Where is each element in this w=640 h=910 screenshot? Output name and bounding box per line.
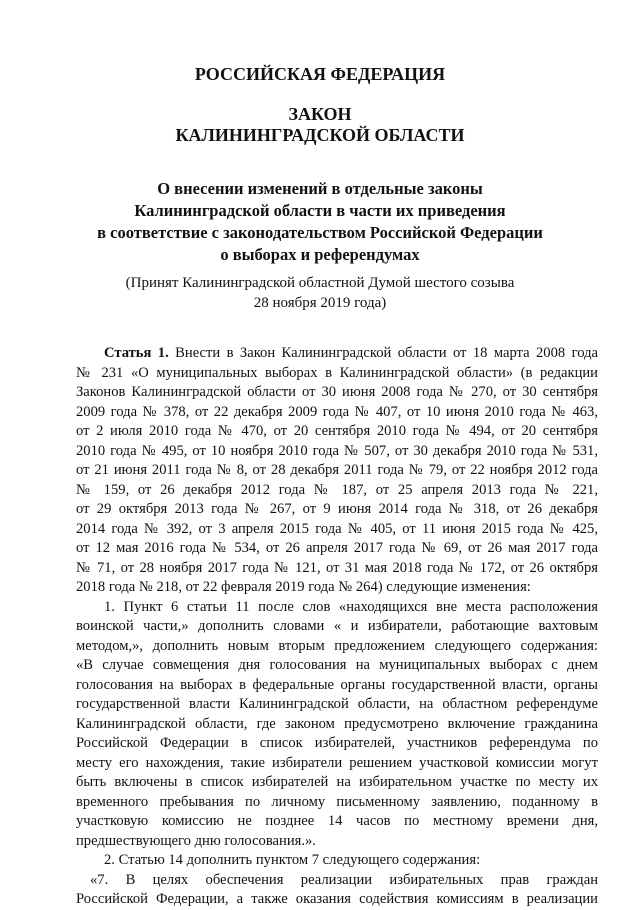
article-1	[76, 344, 598, 598]
article-1-closing-line: 2018 года № 218, от 22 февраля 2019 года № 264) следующие изменения:	[76, 579, 531, 595]
adoption-note-line: (Принят Калининградской областной Думой шестого созыва	[125, 275, 515, 291]
article-1-line: от 29 октября 2013 года № 267, от 9 июня 2014 года № 318, от 26 декабря	[76, 501, 598, 517]
item-1-line: голосования на выборах в федеральные органы государственной власти, органы	[76, 676, 598, 693]
item-2	[76, 851, 598, 871]
article-1-line: 2010 года № 495, от 10 ноября 2010 года № 507, от 30 декабря 2010 года № 531,	[76, 442, 598, 459]
item-1	[76, 598, 598, 852]
item-1-line: участковую комиссию не позднее 14 часов по местному времени дня,	[76, 813, 598, 829]
law-title-line: Калининградской области в части их приведения	[134, 201, 506, 220]
article-1-line: от 21 июня 2011 года № 8, от 28 декабря 2011 года № 79, от 22 ноября 2012 года	[76, 462, 598, 478]
item-2-quote-line: Российской Федерации, а также оказания содействия комиссиям в реализации	[76, 891, 598, 907]
item-1-line: государственной власти Калининградской области, на областном референдуме	[76, 696, 598, 712]
region-heading: КАЛИНИНГРАДСКОЙ ОБЛАСТИ	[175, 125, 465, 145]
article-1-label: Статья 1.	[104, 345, 169, 361]
item-2-quote-first-line: «7. В целях обеспечения реализации избирательных прав граждан	[90, 871, 598, 888]
article-1-first-line-text: Внести в Закон Калининградской области от 18 марта 2008 года	[168, 345, 598, 361]
adoption-note	[0, 273, 640, 313]
adoption-note-line: 28 ноября 2019 года)	[253, 295, 387, 311]
law-title-line: О внесении изменений в отдельные законы	[157, 179, 483, 198]
item-1-line: быть включены в список избирателей на избирательном участке по месту их	[76, 774, 598, 790]
law-title-line: о выборах и референдумах	[220, 245, 420, 264]
article-1-line: от 12 мая 2016 года № 534, от 26 апреля 2017 года № 69, от 26 мая 2017 года	[76, 540, 598, 556]
item-1-line: Калининградской области, где законом предусмотрено включение гражданина	[76, 715, 598, 732]
law-body	[76, 344, 598, 910]
law-heading: ЗАКОН	[288, 104, 352, 124]
article-1-line: № 159, от 26 декабря 2012 года № 187, от 25 апреля 2013 года № 221,	[76, 481, 598, 498]
article-1-line: 2014 года № 392, от 3 апреля 2015 года № 405, от 11 июня 2015 года № 425,	[76, 520, 598, 537]
article-1-line: Законов Калининградской области от 30 июня 2008 года № 270, от 30 сентября	[76, 384, 598, 400]
item-2-quote	[76, 871, 598, 910]
law-title	[0, 178, 640, 266]
article-1-line: № 71, от 28 ноября 2017 года № 121, от 31 мая 2018 года № 172, от 26 октября	[76, 559, 598, 576]
article-1-line: от 2 июля 2010 года № 470, от 20 сентября 2010 года № 494, от 20 сентября	[76, 423, 598, 439]
item-1-line: «В случае совмещения дня голосования на муниципальных выборах с днем	[76, 657, 598, 673]
item-1-line: месту его нахождения, такие избиратели решением участковой комиссии могут	[76, 754, 598, 771]
item-1-line: методом,», дополнить новым вторым предложением следующего содержания:	[76, 637, 598, 654]
article-1-line: № 231 «О муниципальных выборах в Калининградской области» (в редакции	[76, 364, 598, 381]
law-title-line: в соответствие с законодательством Российской Федерации	[97, 223, 543, 242]
article-1-line: 2009 года № 378, от 22 декабря 2009 года № 407, от 10 июня 2010 года № 463,	[76, 403, 598, 420]
item-2-first-line: 2. Статью 14 дополнить пунктом 7 следующего содержания:	[104, 852, 481, 868]
item-1-line: воинской части,» дополнить словами « и избиратели, работающие вахтовым	[76, 618, 598, 634]
article-1-first-line	[76, 344, 598, 364]
item-1-closing-line: предшествующего дню голосования.».	[76, 832, 316, 849]
item-1-first-line: 1. Пункт 6 статьи 11 после слов «находящихся вне места расположения	[104, 598, 598, 615]
country-heading: РОССИЙСКАЯ ФЕДЕРАЦИЯ	[194, 64, 446, 84]
item-1-line: временного пребывания по личному письменному заявлению, поданному в	[76, 793, 598, 810]
item-1-line: Российской Федерации в список избирателей, участников референдума по	[76, 735, 598, 751]
